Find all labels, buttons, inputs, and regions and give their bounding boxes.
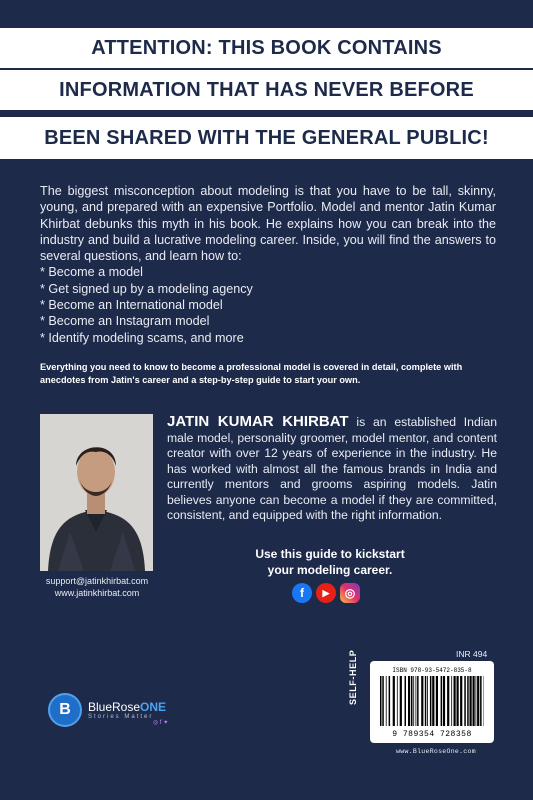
publisher-tagline: Stories Matter bbox=[88, 714, 154, 720]
barcode-bar bbox=[460, 676, 462, 726]
barcode-bar bbox=[436, 676, 438, 726]
barcode-bar bbox=[389, 676, 391, 726]
description-paragraph: The biggest misconception about modeling is that you have to be tall, skinny, young, and prepared with an expensive Portfolio. Model and mentor Jatin Kumar Khirbat debunks this myth in his book. He explains how you can break into the industry and build a lucrative modeling career. Inside, you will find the answers to several questions, and learn how to: bbox=[40, 184, 496, 264]
barcode-bar bbox=[470, 676, 472, 726]
barcode-bar bbox=[467, 676, 469, 726]
topic-item: * Become a model bbox=[40, 265, 143, 280]
social-links bbox=[292, 583, 360, 603]
category-label: SELF-HELP bbox=[348, 649, 358, 705]
author-photo bbox=[40, 414, 153, 571]
barcode-bar bbox=[400, 676, 402, 726]
author-portrait-icon bbox=[40, 414, 153, 571]
topic-list bbox=[40, 264, 496, 345]
author-bio-text: is an established Indian male model, personality groomer, model mentor, and content creator with over 12 years of experience in the industry. He has worked with almost all the famous brands in India and currently mentors and grooms aspiring models. Jatin believes anyone can become a model if they are committed, consistent, and equipped with the right information. bbox=[167, 415, 497, 522]
publisher-logo bbox=[48, 693, 169, 727]
publisher-name-main: BlueRose bbox=[88, 700, 141, 714]
barcode-bar bbox=[411, 676, 413, 726]
author-name: JATIN KUMAR KHIRBAT bbox=[167, 413, 349, 430]
barcode-bar bbox=[441, 676, 443, 726]
topic-item: * Identify modeling scams, and more bbox=[40, 330, 244, 345]
topic-item: * Get signed up by a modeling agency bbox=[40, 281, 253, 296]
barcode-bar bbox=[397, 676, 398, 726]
barcode-bar bbox=[454, 676, 456, 726]
barcode-bar bbox=[432, 676, 434, 726]
barcode-bar bbox=[451, 676, 452, 726]
publisher-name-one: ONE bbox=[140, 700, 167, 714]
instagram-icon[interactable]: ◎ bbox=[340, 583, 360, 603]
barcode-bar bbox=[477, 676, 479, 726]
barcode-bar bbox=[380, 676, 382, 726]
cta-line-1: Use this guide to kickstart bbox=[255, 547, 405, 561]
barcode-bar bbox=[443, 676, 445, 726]
barcode-bar bbox=[476, 676, 477, 726]
barcode-bar bbox=[408, 676, 410, 726]
isbn-barcode bbox=[370, 661, 494, 743]
call-to-action bbox=[230, 547, 430, 578]
author-contact bbox=[37, 576, 157, 599]
barcode-bar bbox=[386, 676, 387, 726]
headline-banner-1 bbox=[0, 28, 533, 68]
headline-banner-2 bbox=[0, 70, 533, 110]
barcode-bar bbox=[480, 676, 482, 726]
barcode-bar bbox=[417, 676, 419, 726]
book-description bbox=[40, 183, 496, 346]
barcode-bar bbox=[425, 676, 427, 726]
publisher-website: www.BlueRoseOne.com bbox=[396, 748, 476, 755]
price-label: INR 494 bbox=[456, 649, 488, 659]
highlight-text: Everything you need to know to become a professional model is covered in detail, complete with anecdotes from Jatin's career and a step-by-step guide to start your own. bbox=[40, 362, 463, 385]
barcode-bar bbox=[393, 676, 395, 726]
publisher-social-icons: ◎ f ✦ bbox=[153, 720, 169, 726]
headline-line-2: INFORMATION THAT HAS NEVER BEFORE bbox=[59, 78, 474, 101]
publisher-logo-icon: B bbox=[48, 693, 82, 727]
barcode-bar bbox=[427, 676, 428, 726]
author-bio bbox=[167, 414, 497, 524]
author-email: support@jatinkhirbat.com bbox=[45, 576, 149, 586]
headline-line-3: BEEN SHARED WITH THE GENERAL PUBLIC! bbox=[44, 126, 489, 149]
barcode-bar bbox=[413, 676, 414, 726]
barcode-bar bbox=[457, 676, 459, 726]
youtube-icon[interactable]: ▶ bbox=[316, 583, 336, 603]
isbn-text: ISBN 978-93-5472-835-8 bbox=[392, 667, 472, 674]
headline-line-1: ATTENTION: THIS BOOK CONTAINS bbox=[91, 36, 442, 59]
barcode-bar bbox=[416, 676, 417, 726]
publisher-name bbox=[88, 700, 166, 714]
barcode-bar bbox=[405, 676, 407, 726]
barcode-bar bbox=[382, 676, 384, 726]
barcode-bar bbox=[421, 676, 423, 726]
barcode-digits: 9 789354 728358 bbox=[392, 730, 472, 739]
barcode-bar bbox=[447, 676, 449, 726]
cta-line-2: your modeling career. bbox=[267, 562, 393, 577]
author-website: www.jatinkhirbat.com bbox=[54, 587, 140, 598]
barcode-bar bbox=[430, 676, 432, 726]
topic-item: * Become an International model bbox=[40, 298, 223, 313]
barcode-bars-icon bbox=[380, 676, 484, 726]
headline-banner-3 bbox=[0, 117, 533, 159]
barcode-bar bbox=[473, 676, 475, 726]
topic-item: * Become an Instagram model bbox=[40, 314, 210, 329]
facebook-icon[interactable]: f bbox=[292, 583, 312, 603]
barcode-bar bbox=[464, 676, 466, 726]
